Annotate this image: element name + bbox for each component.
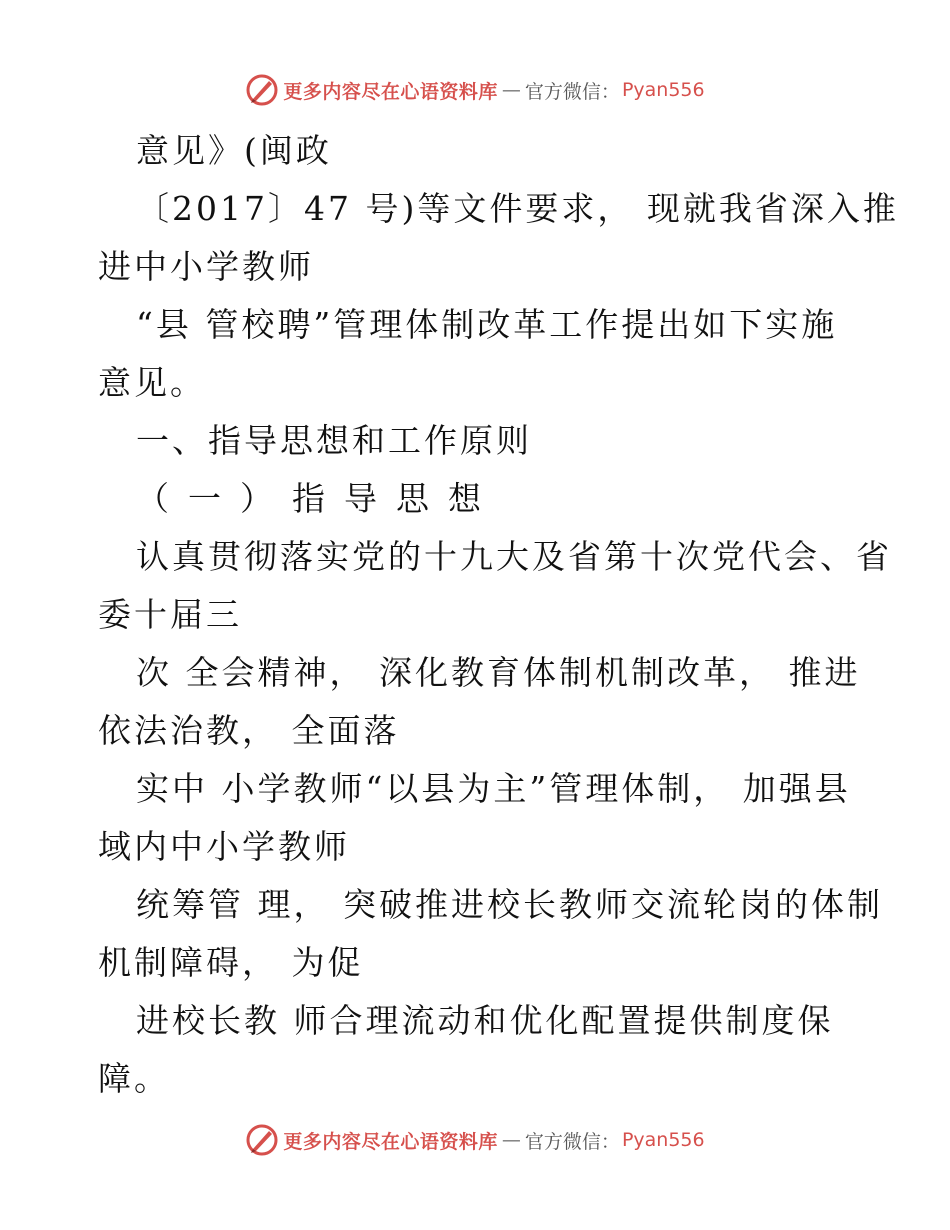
watermark-wechat-label: 官方微信： — [524, 80, 620, 103]
text-line: 意见》(闽政 — [136, 131, 332, 170]
header-watermark — [0, 70, 950, 110]
text-line: 进中小学教师 — [98, 247, 314, 286]
text-line: 实中 小学教师“以县为主”管理体制， 加强县 — [136, 769, 851, 808]
footer-watermark — [0, 1120, 950, 1160]
text-line: 障。 — [98, 1059, 170, 1098]
subsection-heading: （一）指导思想 — [136, 479, 500, 518]
text-line: “县 管校聘”管理体制改革工作提出如下实施 — [136, 305, 838, 344]
watermark-wechat-label: 官方微信： — [524, 1130, 620, 1153]
document-body — [98, 122, 899, 1108]
text-line: 依法治教， 全面落 — [98, 711, 400, 750]
watermark-separator: — — [501, 79, 521, 101]
watermark-promo-text: 更多内容尽在心语资料库 — [283, 1130, 498, 1153]
text-line: 认真贯彻落实党的十九大及省第十次党代会、省 — [136, 537, 892, 576]
watermark-wechat-id: Pyan556 — [621, 1129, 705, 1151]
section-heading: 一、指导思想和工作原则 — [136, 421, 532, 460]
quill-pen-logo-icon — [245, 1123, 279, 1157]
watermark-wechat-id: Pyan556 — [621, 79, 705, 101]
quill-pen-logo-icon — [245, 73, 279, 107]
text-line: 进校长教 师合理流动和优化配置提供制度保 — [136, 1001, 834, 1040]
text-line: 次 全会精神， 深化教育体制机制改革， 推进 — [136, 653, 861, 692]
text-line: 统筹管 理， 突破推进校长教师交流轮岗的体制 — [136, 885, 883, 924]
watermark-separator: — — [501, 1129, 521, 1151]
text-line: 〔2017〕47 号)等文件要求， 现就我省深入推 — [136, 189, 899, 228]
watermark-promo-text: 更多内容尽在心语资料库 — [283, 80, 498, 103]
text-line: 意见。 — [98, 363, 206, 402]
text-line: 机制障碍， 为促 — [98, 943, 364, 982]
text-line: 委十届三 — [98, 595, 242, 634]
text-line: 域内中小学教师 — [98, 827, 350, 866]
